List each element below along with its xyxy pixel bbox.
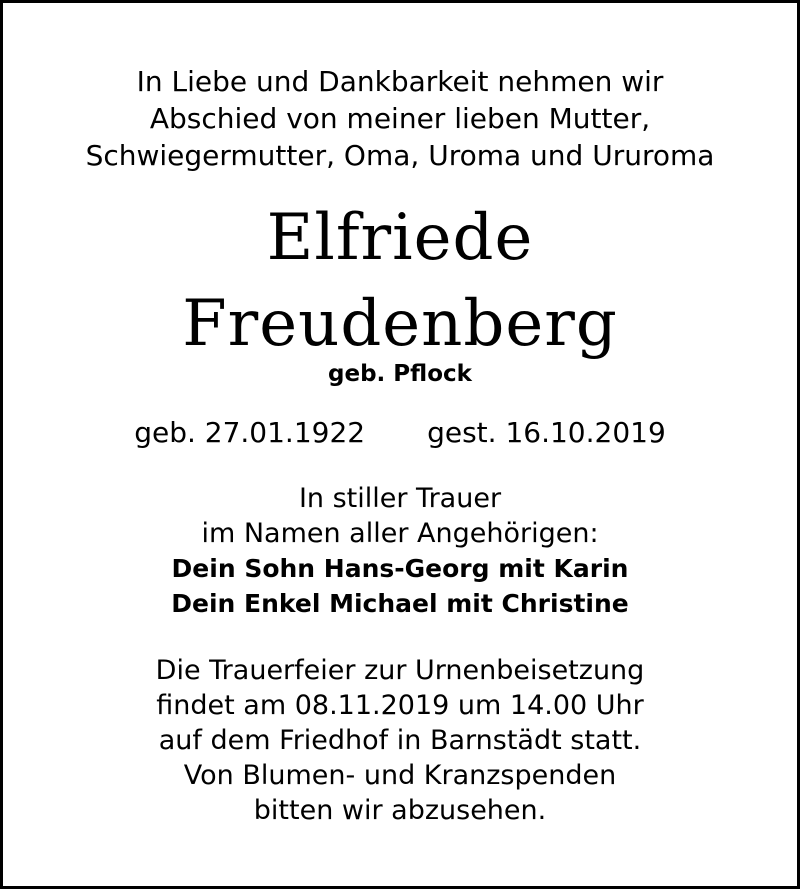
service-line: Von Blumen- und Kranzspenden <box>183 760 617 791</box>
service-line: bitten wir abzusehen. <box>253 795 547 826</box>
intro-text <box>3 63 797 174</box>
intro-line: Schwiegermutter, Oma, Uroma und Ururoma <box>85 139 715 172</box>
deceased-name <box>3 195 797 367</box>
mourning-line: In stiller Trauer <box>298 483 502 514</box>
family-member: Dein Enkel Michael mit Christine <box>171 589 629 618</box>
life-dates <box>3 413 797 453</box>
maiden-name: geb. Pflock <box>328 361 472 387</box>
family-member: Dein Sohn Hans-Georg mit Karin <box>171 554 629 583</box>
mourning-line: im Namen aller Angehörigen: <box>201 518 599 549</box>
service-line: auf dem Friedhof in Barnstädt statt. <box>158 725 642 756</box>
birth-date: geb. 27.01.1922 <box>134 416 366 449</box>
service-line: Die Trauerfeier zur Urnenbeisetzung <box>155 655 645 686</box>
service-info <box>3 653 797 828</box>
last-name: Freudenberg <box>182 287 618 361</box>
service-line: findet am 08.11.2019 um 14.00 Uhr <box>156 690 644 721</box>
intro-line: In Liebe und Dankbarkeit nehmen wir <box>136 65 664 98</box>
first-name: Elfriede <box>266 201 534 275</box>
mourners-block <box>3 481 797 621</box>
intro-line: Abschied von meiner lieben Mutter, <box>149 102 651 135</box>
death-date: gest. 16.10.2019 <box>427 416 666 449</box>
